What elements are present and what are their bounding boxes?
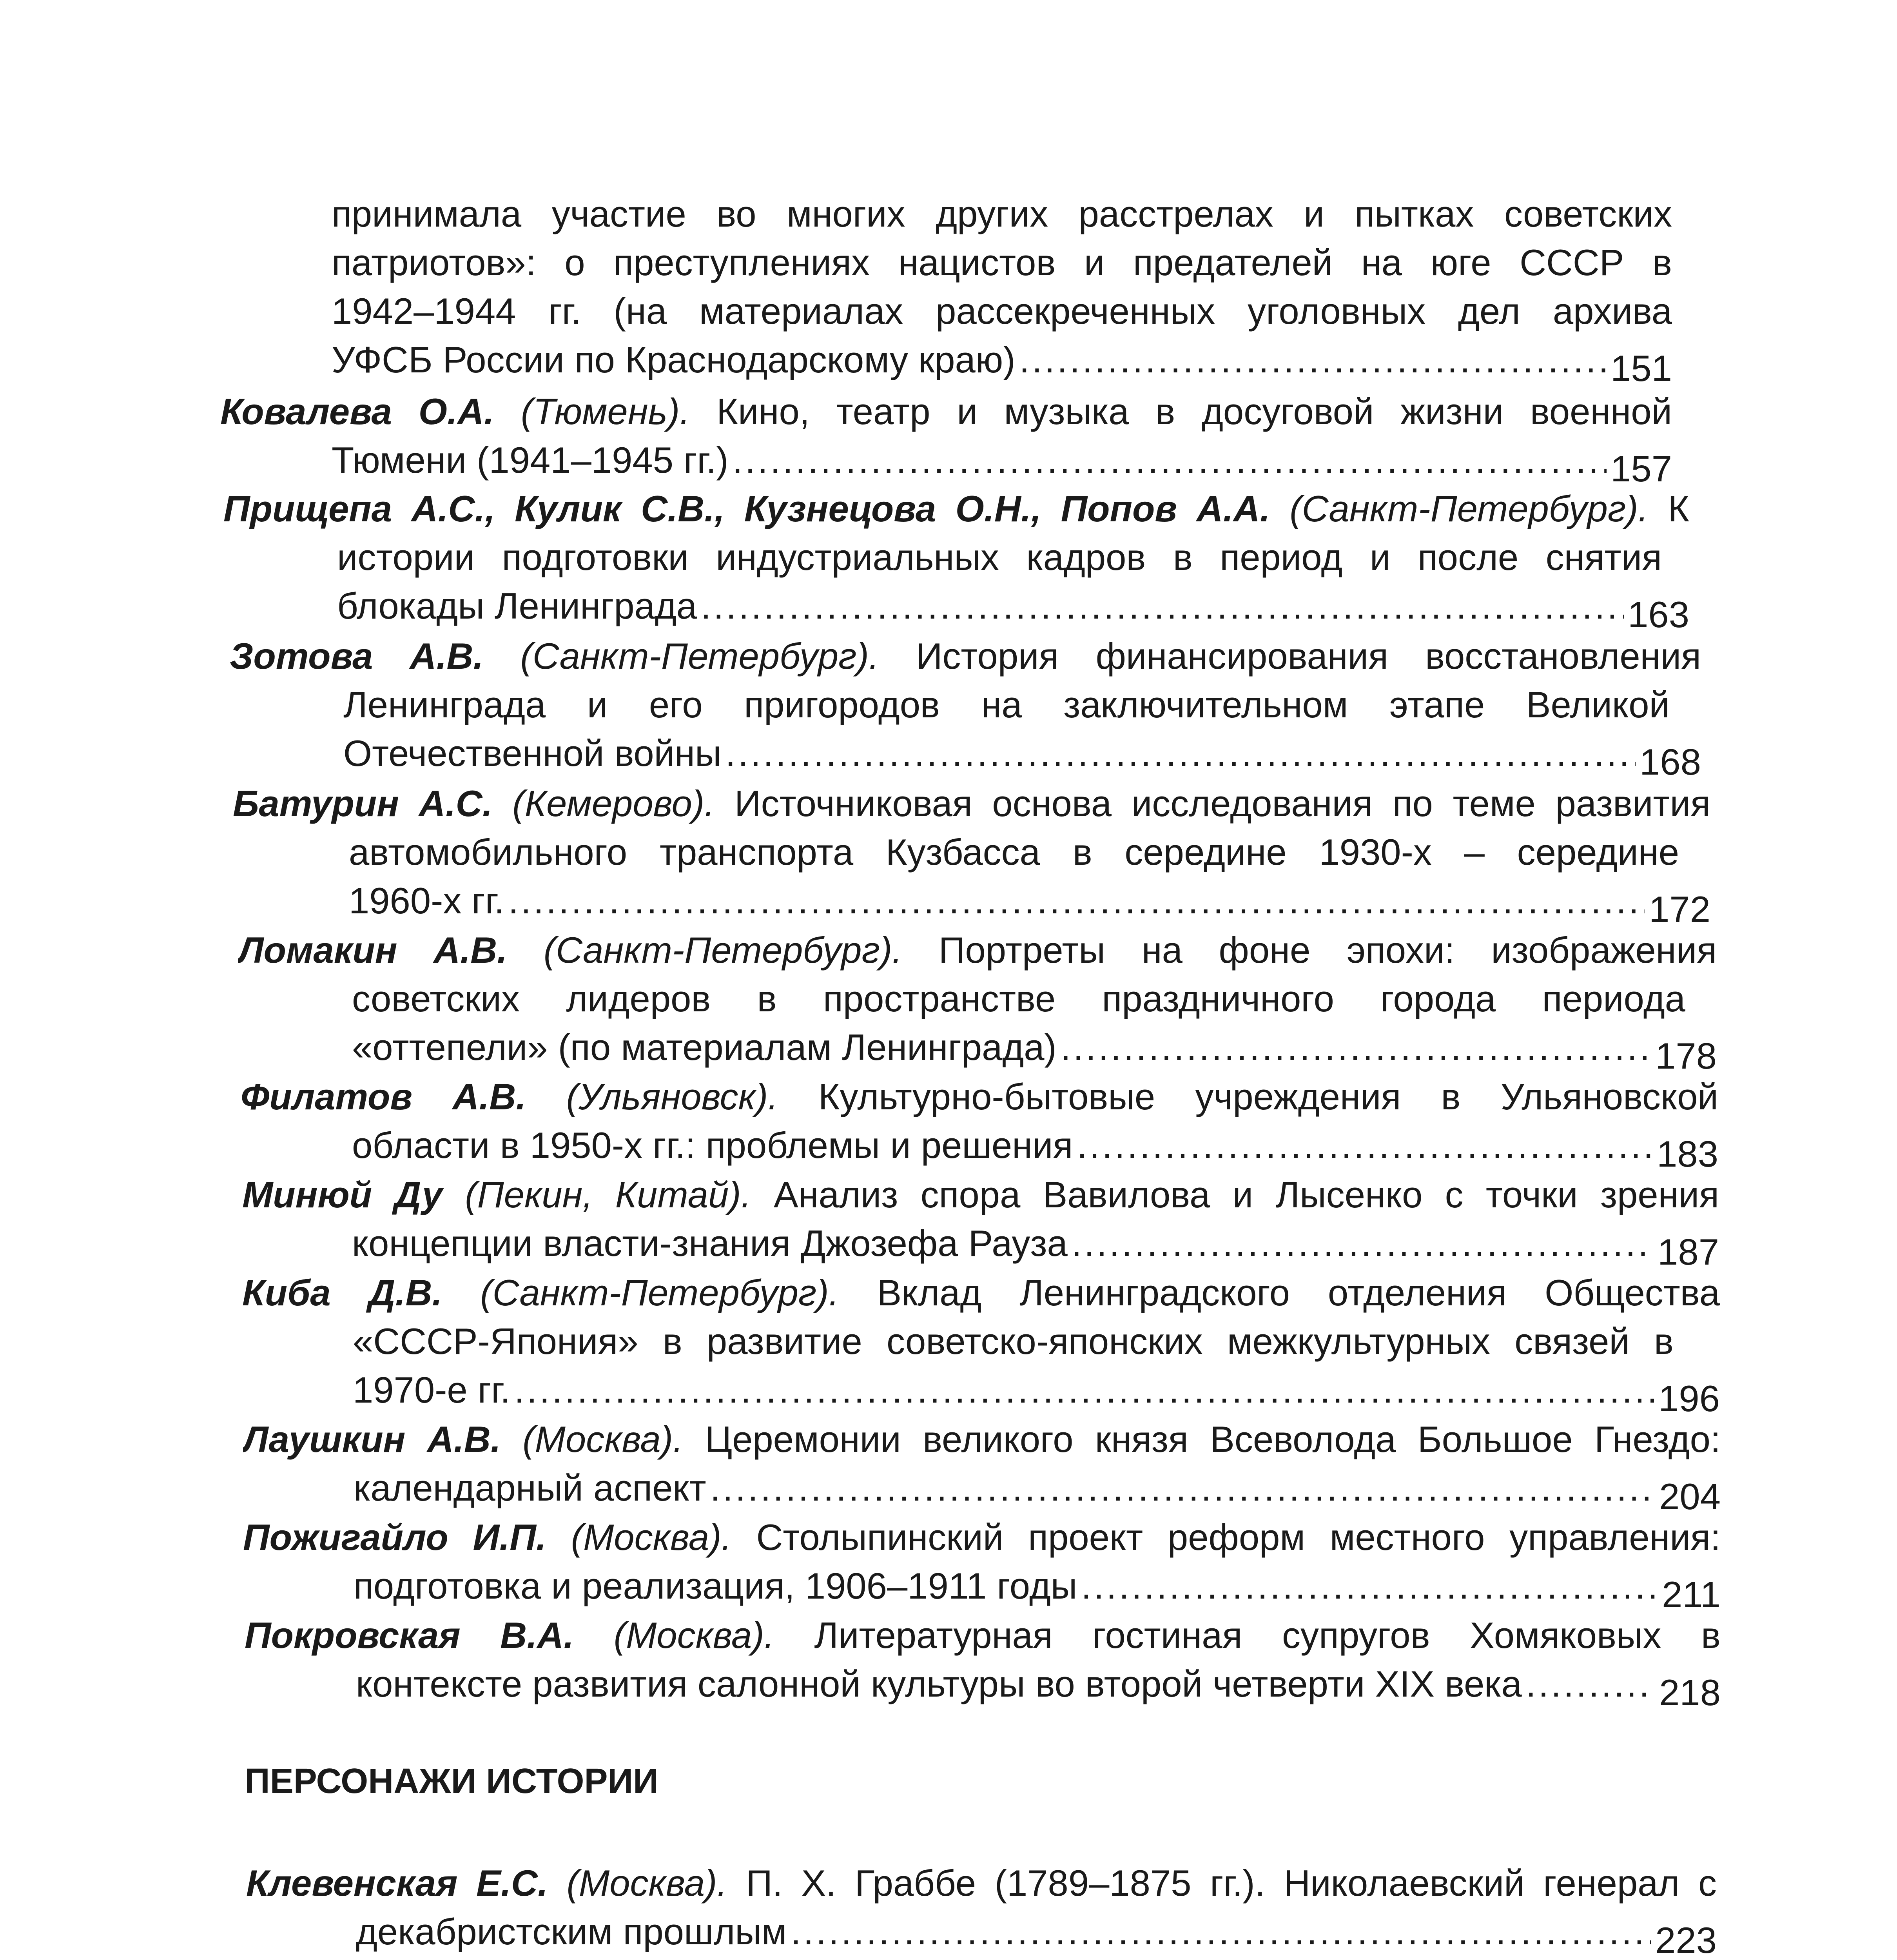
entry-author: Прищепа А.С., Кулик С.В., Кузнецова О.Н., Попов А.А. [223, 488, 1270, 529]
entry-text-line: Ленинграда и его пригородов на заключительном этапе Великой [343, 684, 1670, 725]
dot-leader [1019, 336, 1607, 384]
entry-text: УФСБ России по Краснодарскому краю) [332, 339, 1016, 380]
page-number: 211 [1662, 1574, 1721, 1615]
page-number: 218 [1659, 1672, 1721, 1713]
page-number: 196 [1658, 1378, 1720, 1419]
entry-city: (Ульяновск). [566, 1076, 778, 1117]
entry-author: Батурин А.С. [233, 783, 493, 824]
entry-city: (Санкт-Петербург). [543, 929, 903, 971]
entry-author: Лаушкин А.В. [243, 1419, 501, 1460]
entry-author: Клевенская Е.С. [246, 1862, 548, 1904]
page-number: 157 [1610, 448, 1672, 489]
entry-text: Кино, театр и музыка в досуговой жизни военной [716, 391, 1672, 432]
entry-city: (Москва). [613, 1615, 774, 1656]
entry-last-line [238, 1023, 1717, 1076]
entry-first-line [242, 1269, 1720, 1317]
entry-text-line: принимала участие во многих других расстрелах и пытках советских [332, 193, 1672, 234]
entry-last-line [233, 877, 1710, 930]
dot-leader [514, 1366, 1654, 1414]
entry-text: 1960-х гг. [349, 880, 504, 921]
entry-last-line [245, 1660, 1721, 1713]
entry-first-line [243, 1513, 1721, 1562]
entry-city: (Москва). [522, 1419, 684, 1460]
entry-text: «оттепели» (по материалам Ленинграда) [352, 1027, 1057, 1068]
entry-text: Источниковая основа исследования по теме развития [734, 783, 1710, 824]
dot-leader [791, 1907, 1652, 1956]
entry-first-line [246, 1956, 1717, 1960]
entry-text: концепции власти-знания Джозефа Рауза [352, 1223, 1068, 1264]
entry-city: (Тюмень). [520, 391, 690, 432]
entry-last-line [243, 1464, 1721, 1517]
entry-author: Ломакин А.В. [238, 929, 508, 971]
entry-text-line: «СССР-Япония» в развитие советско-японских межкультурных связей в [353, 1321, 1674, 1362]
entry-last-line [242, 1366, 1720, 1419]
toc-entry [246, 1859, 1717, 1960]
entry-city: (Кемерово). [512, 783, 715, 824]
entry-first-line [245, 1611, 1721, 1660]
entry-text: Церемонии великого князя Всеволода Большое Гнездо: [705, 1419, 1721, 1460]
entry-last-line [242, 1219, 1719, 1272]
entry-author: Филатов А.В. [241, 1076, 526, 1117]
entry-text: Культурно-бытовые учреждения в Ульяновской [818, 1076, 1718, 1117]
entry-city: (Пекин, Китай). [465, 1174, 751, 1215]
entry-text: Вклад Ленинградского отделения Общества [877, 1272, 1720, 1313]
entry-text: декабристским прошлым [356, 1911, 787, 1952]
toc-entry [242, 1171, 1719, 1272]
toc-entry [220, 387, 1672, 489]
entry-author: Минюй Ду [242, 1174, 443, 1215]
entry-text: подготовка и реализация, 1906–1911 годы [354, 1565, 1077, 1606]
entry-first-line [242, 1171, 1719, 1219]
entry-city: (Москва). [566, 1862, 727, 1904]
entry-author: Ковалева О.А. [220, 391, 494, 432]
dot-leader [710, 1464, 1655, 1512]
entry-text-line: автомобильного транспорта Кузбасса в середине 1930-х – середине [349, 831, 1679, 873]
entry-text: Столыпинский проект реформ местного управления: [756, 1517, 1721, 1558]
entry-text: Портреты на фоне эпохи: изображения [938, 929, 1717, 971]
entry-text: контексте развития салонной культуры во второй четверти XIX века [356, 1663, 1522, 1704]
dot-leader [1061, 1023, 1651, 1072]
page-number: 178 [1655, 1035, 1717, 1076]
dot-leader [1081, 1562, 1658, 1610]
entry-last-line [241, 1121, 1718, 1174]
entry-author: Покровская В.А. [245, 1615, 574, 1656]
page-number: 172 [1649, 889, 1710, 930]
entry-city: (Санкт-Петербург). [480, 1272, 839, 1313]
entry-last-line [332, 336, 1672, 389]
entry-first-line [223, 485, 1689, 533]
dot-leader [1526, 1660, 1655, 1708]
dot-leader [1072, 1219, 1654, 1268]
toc-entry [332, 190, 1672, 389]
toc-entry [241, 1073, 1718, 1174]
toc-entry [230, 632, 1701, 782]
entry-city: (Москва). [571, 1517, 732, 1558]
entry-text-line: патриотов»: о преступлениях нацистов и предателей на юге СССР в [332, 242, 1672, 283]
entry-text: Анализ спора Вавилова и Лысенко с точки зрения [773, 1174, 1719, 1215]
entry-author: Киба Д.В. [242, 1272, 443, 1313]
entry-last-line [220, 436, 1672, 489]
entry-text: Тюмени (1941–1945 гг.) [332, 439, 729, 481]
toc-entry [238, 926, 1717, 1076]
entry-text: К [1668, 488, 1689, 529]
toc-entry [242, 1269, 1720, 1419]
entry-text-line: истории подготовки индустриальных кадров в период и после снятия [337, 537, 1662, 578]
toc-entry [243, 1513, 1721, 1615]
entry-text: 1970-е гг. [353, 1369, 511, 1410]
dot-leader [725, 729, 1636, 778]
page-number: 168 [1639, 741, 1701, 782]
entry-first-line [246, 1859, 1717, 1907]
page-number: 183 [1657, 1133, 1718, 1174]
entry-text: Литературная гостиная супругов Хомяковых в [814, 1615, 1721, 1656]
page-number: 204 [1659, 1476, 1721, 1517]
dot-leader [508, 877, 1645, 925]
entry-text: блокады Ленинграда [337, 585, 697, 626]
toc-entry [246, 1956, 1717, 1960]
page-number: 163 [1628, 594, 1689, 635]
entry-last-line [230, 729, 1701, 782]
entry-last-line [243, 1562, 1721, 1615]
entry-first-line [241, 1073, 1718, 1121]
page-number: 187 [1658, 1231, 1719, 1272]
toc-entry [245, 1611, 1721, 1713]
entry-author: Пожигайло И.П. [243, 1517, 546, 1558]
entry-text: П. Х. Граббе (1789–1875 гг.). Николаевский генерал с [746, 1862, 1717, 1904]
entry-city: (Санкт-Петербург). [1289, 488, 1649, 529]
entry-first-line [233, 779, 1710, 828]
entry-text: История финансирования восстановления [916, 635, 1701, 677]
entry-last-line [223, 582, 1689, 635]
entry-text: Отечественной войны [343, 733, 722, 774]
entry-first-line [230, 632, 1701, 681]
page-number: 151 [1610, 348, 1672, 389]
page-number: 223 [1655, 1920, 1717, 1960]
toc-entry [243, 1415, 1721, 1517]
dot-leader [733, 436, 1607, 485]
dot-leader [701, 582, 1624, 630]
dot-leader [1077, 1121, 1653, 1170]
toc-entry [233, 779, 1710, 930]
entry-city: (Санкт-Петербург). [520, 635, 879, 677]
entry-text-line: советских лидеров в пространстве праздничного города периода [352, 978, 1685, 1019]
section-heading: ПЕРСОНАЖИ ИСТОРИИ [245, 1762, 658, 1801]
entry-text-line: 1942–1944 гг. (на материалах рассекреченных уголовных дел архива [332, 290, 1672, 332]
entry-last-line [246, 1907, 1717, 1960]
entry-text: календарный аспект [354, 1467, 706, 1508]
entry-text: области в 1950-х гг.: проблемы и решения [352, 1125, 1073, 1166]
entry-author: Зотова А.В. [230, 635, 484, 677]
toc-entry [223, 485, 1689, 635]
entry-first-line [238, 926, 1717, 975]
entry-first-line [220, 387, 1672, 436]
entry-first-line [243, 1415, 1721, 1464]
